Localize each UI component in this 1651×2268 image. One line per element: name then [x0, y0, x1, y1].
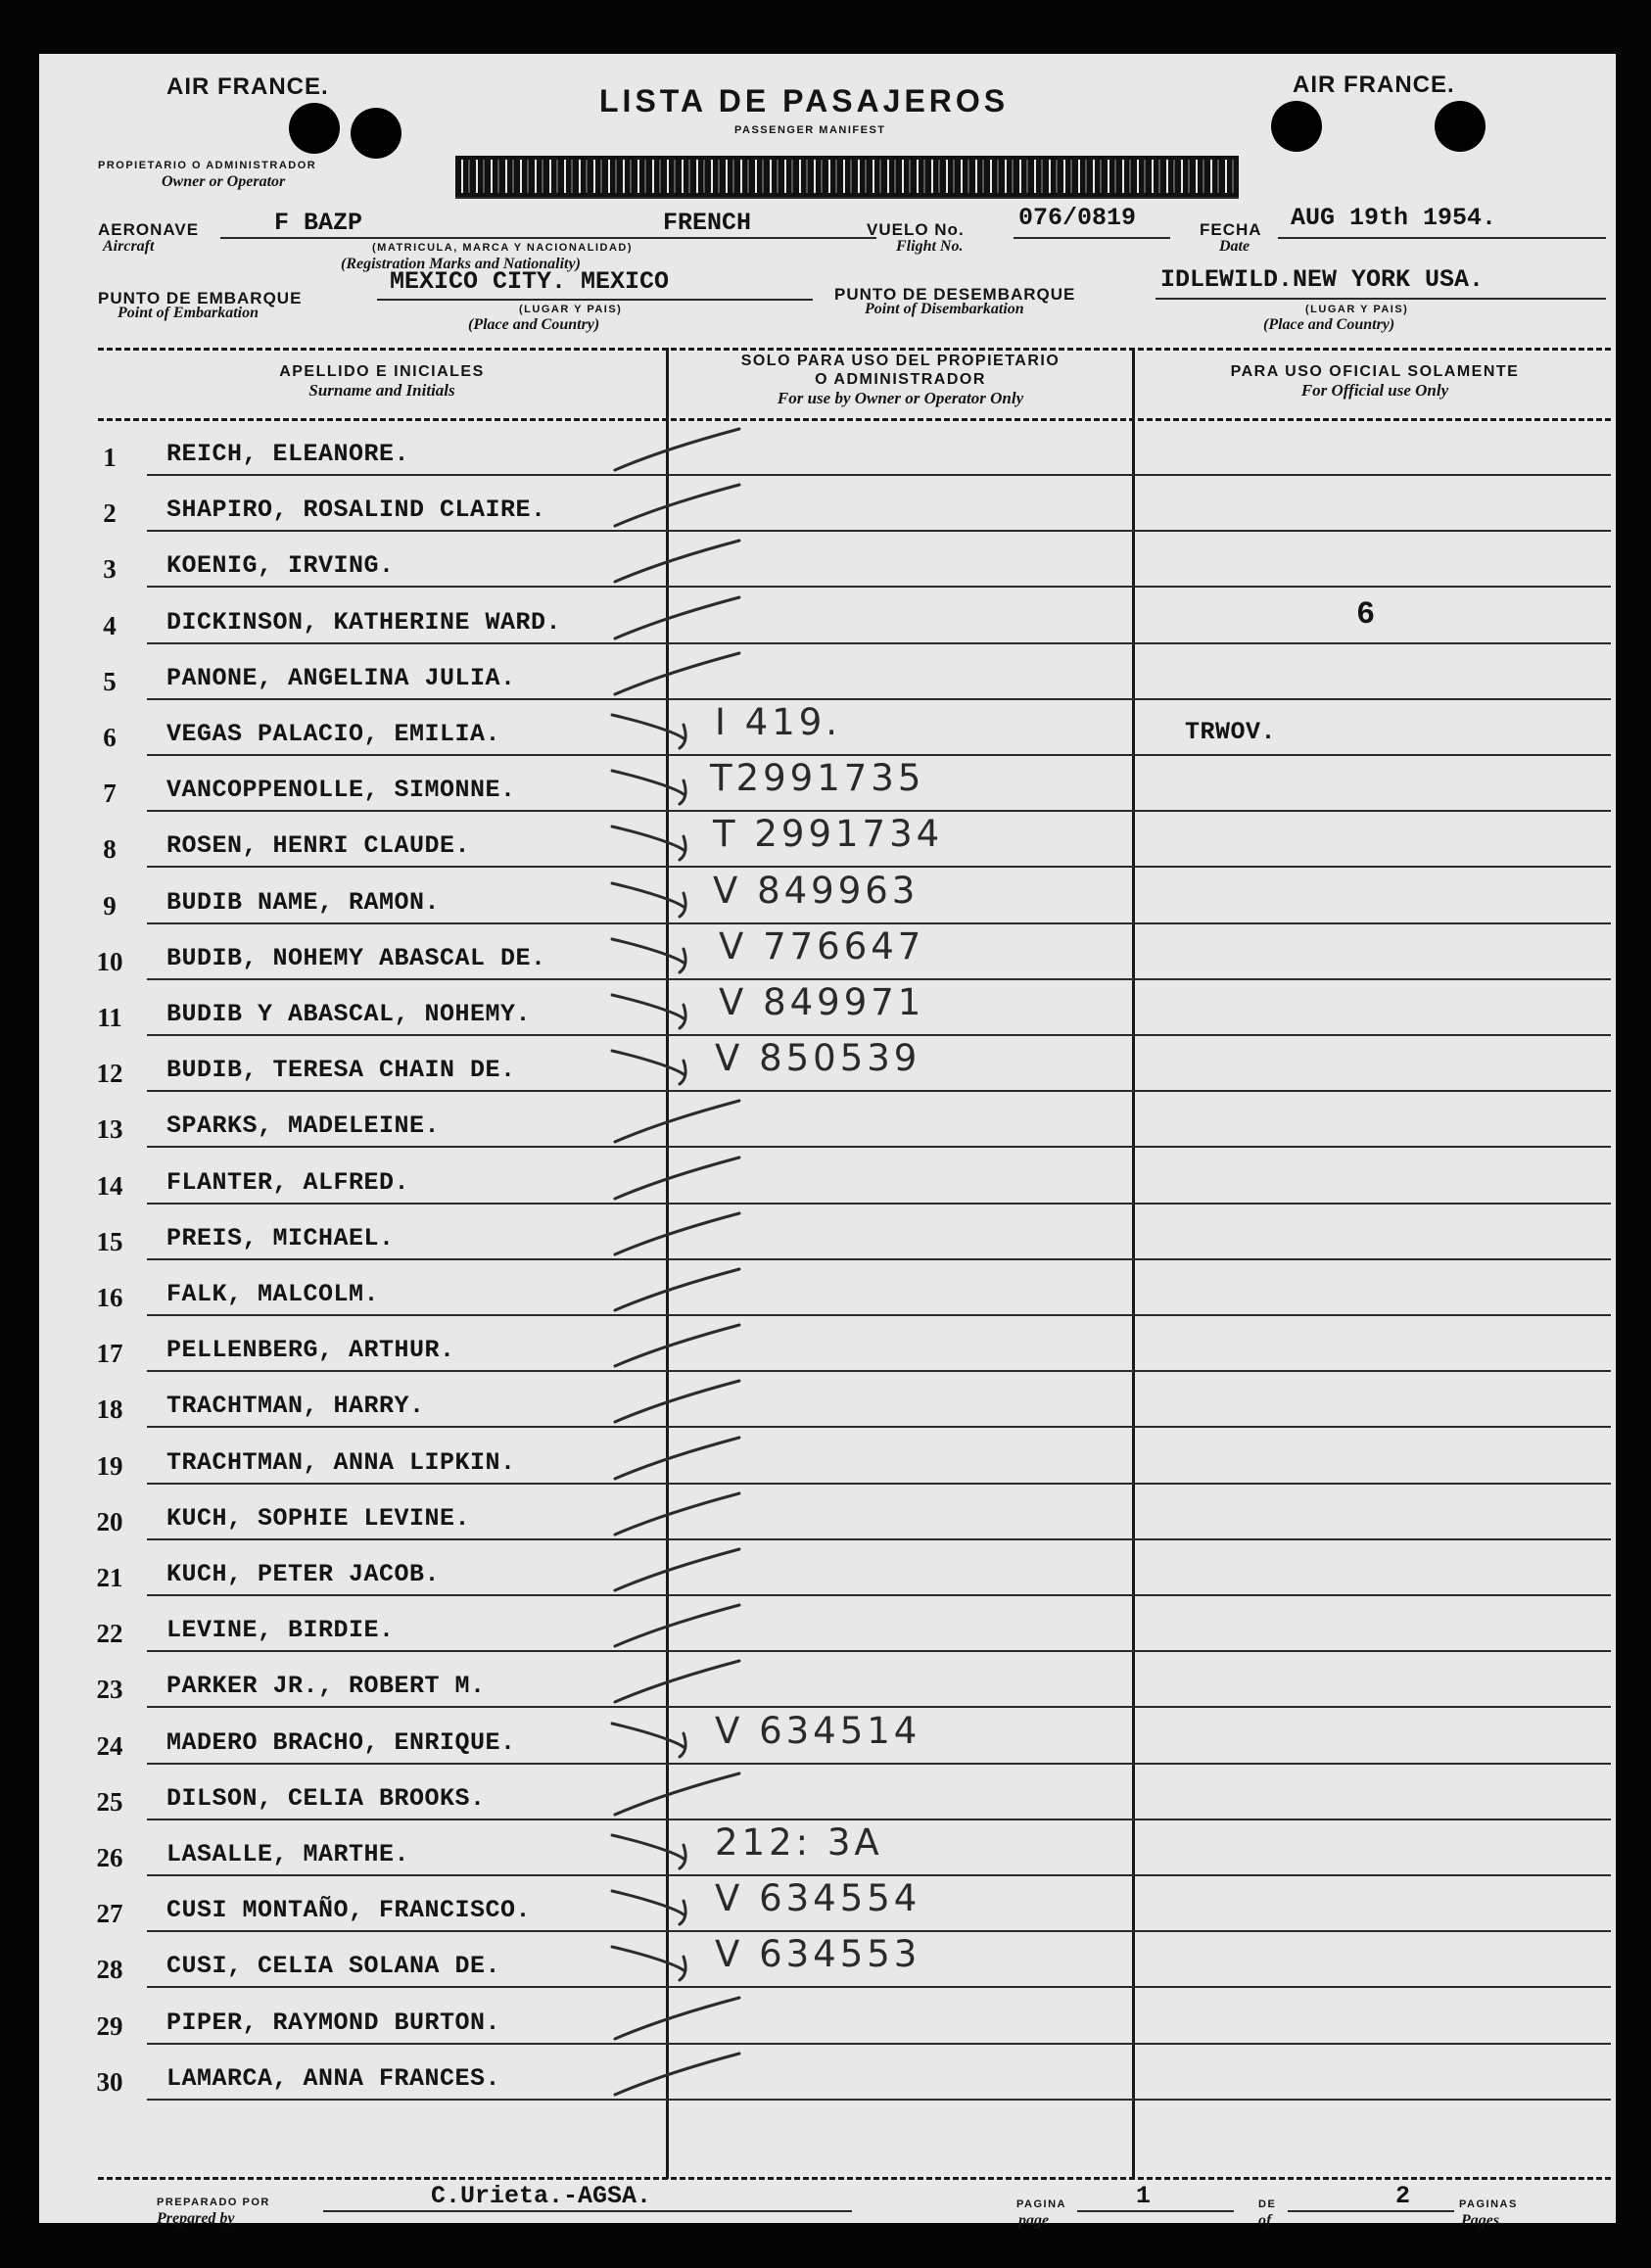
passenger-name: DICKINSON, KATHERINE WARD. — [166, 607, 562, 637]
aircraft-sublabel: Aircraft — [103, 238, 155, 255]
passenger-name: PIPER, RAYMOND BURTON. — [166, 2008, 501, 2037]
disembark-label: PUNTO DE DESEMBARQUE — [834, 285, 1076, 304]
prepared-label: PREPARADO POR — [157, 2197, 270, 2208]
table-top-rule — [98, 348, 1611, 351]
of-label: DE — [1258, 2198, 1277, 2210]
check-mark — [607, 1992, 744, 2051]
page-number: 1 — [1136, 2182, 1152, 2210]
prepared-sublabel: Prepared by — [157, 2210, 235, 2227]
passenger-name: REICH, ELEANORE. — [166, 440, 410, 468]
row-number: 20 — [96, 1506, 123, 1536]
row-number: 28 — [96, 1955, 123, 1985]
row-rule — [147, 1986, 1611, 1988]
date-sublabel: Date — [1219, 238, 1250, 255]
row-rule — [147, 2099, 1611, 2101]
owner-note: T2991735 — [710, 757, 925, 800]
passenger-name: LASALLE, MARTHE. — [166, 1840, 410, 1868]
registration-sublabel: (Registration Marks and Nationality) — [341, 256, 581, 272]
owner-note: V 634514 — [715, 1709, 921, 1752]
manifest-page — [39, 54, 1616, 2229]
nationality-value: FRENCH — [663, 209, 752, 237]
page-subtitle: PASSENGER MANIFEST — [734, 124, 886, 136]
row-number: 13 — [96, 1114, 123, 1145]
passenger-name: LAMARCA, ANNA FRANCES. — [166, 2063, 501, 2093]
row-number: 25 — [96, 1786, 123, 1817]
row-number: 15 — [96, 1226, 123, 1256]
owner-note: V 776647 — [719, 924, 925, 968]
passenger-name: PELLENBERG, ARTHUR. — [166, 1336, 455, 1365]
passenger-name: TRACHTMAN, ANNA LIPKIN. — [166, 1447, 516, 1477]
row-rule — [147, 1819, 1611, 1820]
owner-note: 212: 3A — [715, 1821, 883, 1864]
aircraft-label: AERONAVE — [98, 220, 200, 239]
passenger-name: ROSEN, HENRI CLAUDE. — [166, 831, 471, 861]
passenger-name: PREIS, MICHAEL. — [166, 1223, 395, 1252]
flight-sublabel: Flight No. — [896, 238, 964, 255]
check-mark — [607, 423, 744, 482]
check-mark — [607, 1599, 744, 1658]
embark-label: PUNTO DE EMBARQUE — [98, 289, 303, 307]
disembark-place-sublabel: (Place and Country) — [1263, 316, 1395, 333]
check-mark — [607, 2048, 744, 2106]
passenger-name: VEGAS PALACIO, EMILIA. — [166, 720, 501, 748]
row-rule — [147, 698, 1611, 700]
row-rule — [147, 1034, 1611, 1036]
row-number: 7 — [103, 779, 117, 809]
row-number: 3 — [103, 554, 117, 585]
disembark-sublabel: Point of Disembarkation — [865, 301, 1024, 317]
punch-hole — [289, 103, 340, 154]
owner-note: V 634553 — [715, 1933, 921, 1976]
check-mark — [607, 1207, 744, 1266]
row-rule — [147, 1146, 1611, 1148]
row-rule — [147, 1090, 1611, 1092]
check-mark — [607, 1488, 744, 1546]
pages-sublabel: Pages — [1461, 2212, 1500, 2229]
row-number: 24 — [96, 1730, 123, 1761]
row-number: 12 — [96, 1059, 123, 1089]
passenger-name: KUCH, PETER JACOB. — [166, 1560, 441, 1588]
row-rule — [147, 1370, 1611, 1372]
official-column-header: PARA USO OFICIAL SOLAMENTE For Official use Only — [1230, 363, 1520, 400]
row-number: 19 — [96, 1450, 123, 1481]
passenger-name: BUDIB NAME, RAMON. — [166, 887, 441, 917]
embark-sublabel: Point of Embarkation — [118, 305, 259, 321]
owner-note: V 850539 — [715, 1037, 921, 1080]
check-mark — [607, 1375, 744, 1434]
column-divider — [1132, 348, 1135, 2179]
row-rule — [147, 1763, 1611, 1765]
page-count: 2 — [1395, 2182, 1411, 2210]
passenger-name: BUDIB, TERESA CHAIN DE. — [166, 1056, 516, 1085]
row-rule — [147, 586, 1611, 588]
row-number: 22 — [96, 1619, 123, 1649]
table-header-rule — [98, 418, 1611, 421]
passenger-name: PANONE, ANGELINA JULIA. — [166, 663, 516, 692]
prepared-value: C.Urieta.-AGSA. — [431, 2182, 652, 2210]
date-label: FECHA — [1200, 220, 1262, 239]
row-rule — [147, 1426, 1611, 1428]
passenger-name: SHAPIRO, ROSALIND CLAIRE. — [166, 496, 546, 525]
passenger-name: FALK, MALCOLM. — [166, 1280, 380, 1308]
row-rule — [147, 1650, 1611, 1652]
row-number: 2 — [103, 498, 117, 529]
row-rule — [147, 1706, 1611, 1708]
disembark-value: IDLEWILD.NEW YORK USA. — [1160, 265, 1485, 294]
row-number: 29 — [96, 2010, 123, 2041]
row-rule — [147, 1594, 1611, 1596]
passenger-name: BUDIB, NOHEMY ABASCAL DE. — [166, 943, 546, 972]
table-bottom-rule — [98, 2177, 1611, 2180]
row-number: 23 — [96, 1675, 123, 1705]
row-rule — [147, 474, 1611, 476]
embark-value: MEXICO CITY. MEXICO — [390, 267, 670, 296]
owner-note: I 419. — [715, 701, 842, 743]
page-title: LISTA DE PASAJEROS — [599, 83, 1010, 118]
row-number: 11 — [97, 1003, 122, 1032]
passenger-name: LEVINE, BIRDIE. — [166, 1616, 395, 1645]
check-mark — [607, 479, 744, 538]
check-mark — [607, 1095, 744, 1154]
check-mark — [607, 535, 744, 593]
row-rule — [147, 2043, 1611, 2045]
punch-hole — [351, 108, 401, 159]
embark-place-label: (LUGAR Y PAIS) — [519, 304, 623, 315]
row-number: 8 — [103, 834, 117, 865]
row-rule — [147, 754, 1611, 756]
row-number: 26 — [96, 1843, 123, 1872]
passenger-name: BUDIB Y ABASCAL, NOHEMY. — [166, 1000, 532, 1028]
date-value: AUG 19th 1954. — [1291, 204, 1497, 232]
row-rule — [147, 1314, 1611, 1316]
check-mark — [607, 591, 744, 650]
passenger-name: VANCOPPENOLLE, SIMONNE. — [166, 776, 516, 805]
check-mark — [607, 1768, 744, 1826]
airline-right: AIR FRANCE. — [1293, 71, 1455, 98]
passenger-name: FLANTER, ALFRED. — [166, 1167, 410, 1197]
row-number: 21 — [96, 1563, 123, 1592]
passenger-name: CUSI MONTAÑO, FRANCISCO. — [166, 1896, 532, 1925]
pages-label: PAGINAS — [1459, 2198, 1518, 2210]
passenger-name: TRACHTMAN, HARRY. — [166, 1392, 425, 1421]
passenger-name: PARKER JR., ROBERT M. — [166, 1672, 486, 1701]
of-sublabel: of — [1258, 2212, 1272, 2229]
check-mark — [607, 1152, 744, 1210]
owner-note: V 849971 — [719, 981, 925, 1023]
row-number: 10 — [96, 946, 123, 976]
passenger-name: DILSON, CELIA BROOKS. — [166, 1783, 486, 1813]
names-column-header: APELLIDO E INICIALES Surname and Initials — [279, 363, 485, 400]
check-mark — [607, 647, 744, 706]
row-number: 27 — [96, 1899, 123, 1929]
passenger-name: CUSI, CELIA SOLANA DE. — [166, 1952, 501, 1981]
passenger-name: MADERO BRACHO, ENRIQUE. — [166, 1727, 516, 1757]
row-number: 18 — [96, 1394, 123, 1425]
row-rule — [147, 642, 1611, 644]
row-number: 16 — [96, 1283, 123, 1312]
owner-label: PROPIETARIO O ADMINISTRADOR — [98, 160, 317, 171]
row-rule — [147, 866, 1611, 868]
check-mark — [607, 1263, 744, 1322]
embark-place-sublabel: (Place and Country) — [468, 316, 600, 333]
row-number: 9 — [103, 890, 117, 921]
disembark-place-label: (LUGAR Y PAIS) — [1305, 304, 1409, 315]
flight-value: 076/0819 — [1018, 204, 1137, 232]
row-rule — [147, 1538, 1611, 1540]
row-number: 17 — [96, 1339, 123, 1369]
punch-hole — [1271, 101, 1322, 152]
row-rule — [147, 1483, 1611, 1485]
punch-hole — [1435, 101, 1486, 152]
row-number: 14 — [96, 1170, 123, 1201]
owner-note: V 849963 — [713, 869, 920, 912]
check-mark — [607, 1543, 744, 1602]
passenger-name: KUCH, SOPHIE LEVINE. — [166, 1503, 471, 1533]
flight-label: VUELO No. — [867, 220, 965, 239]
owner-sublabel: Owner or Operator — [162, 173, 286, 190]
row-rule — [147, 1874, 1611, 1876]
check-mark — [607, 1655, 744, 1714]
page-sublabel: page — [1018, 2212, 1050, 2229]
redacted-owner — [455, 156, 1239, 197]
row-rule — [147, 530, 1611, 532]
passenger-name: KOENIG, IRVING. — [166, 551, 395, 581]
row-number: 6 — [103, 723, 117, 752]
official-note: TRWOV. — [1185, 718, 1277, 746]
passenger-name: SPARKS, MADELEINE. — [166, 1111, 441, 1141]
row-number: 4 — [103, 610, 117, 640]
row-rule — [147, 978, 1611, 980]
row-number: 5 — [103, 666, 117, 696]
owner-note: T 2991734 — [713, 813, 944, 856]
airline-left: AIR FRANCE. — [166, 73, 329, 100]
registration-label: (MATRICULA, MARCA Y NACIONALIDAD) — [372, 242, 634, 254]
check-mark — [607, 1319, 744, 1378]
check-mark — [607, 1432, 744, 1490]
aircraft-value: F BAZP — [274, 209, 363, 237]
row-rule — [147, 1930, 1611, 1932]
owner-column-header: SOLO PARA USO DEL PROPIETARIO O ADMINISTRADOR For use by Owner or Operator Only — [740, 353, 1061, 407]
row-number: 30 — [96, 2066, 123, 2097]
row-rule — [147, 810, 1611, 812]
row-rule — [147, 922, 1611, 924]
official-note: 6 — [1356, 595, 1376, 633]
row-rule — [147, 1258, 1611, 1260]
page-label: PAGINA — [1016, 2198, 1066, 2210]
row-rule — [147, 1203, 1611, 1205]
owner-note: V 634554 — [715, 1877, 921, 1920]
row-number: 1 — [103, 443, 117, 472]
